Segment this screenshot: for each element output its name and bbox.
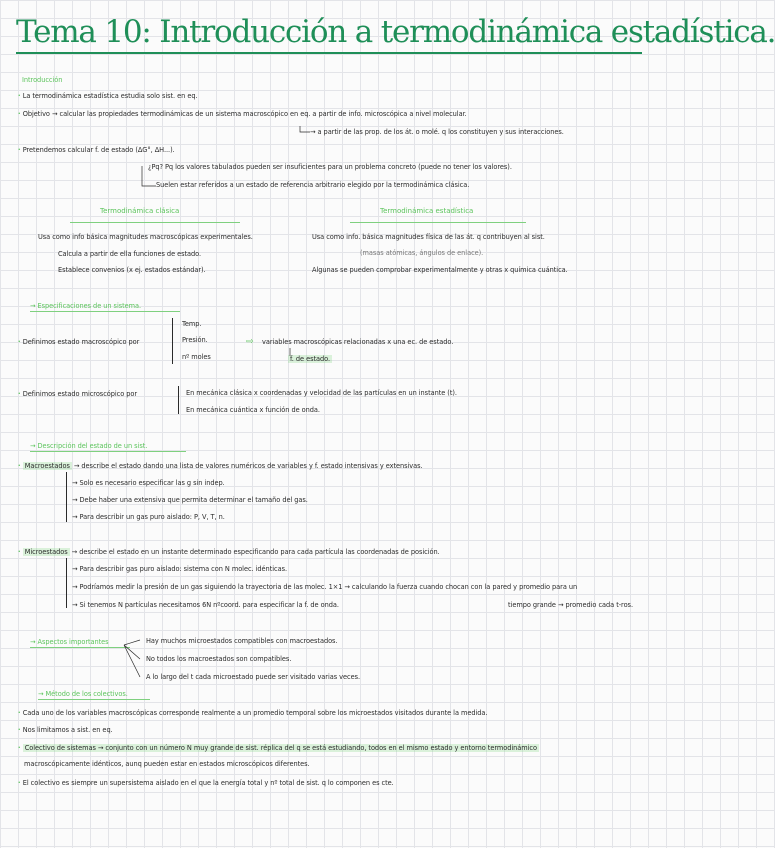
spec-rule bbox=[30, 311, 180, 312]
statistical-item-3: Algunas se pueden comprobar experimentalmente y otras x química cuántica. bbox=[312, 266, 568, 274]
micro-item-quantum: En mecánica cuántica x función de onda. bbox=[186, 406, 320, 414]
branch-arrows-icon bbox=[124, 640, 140, 677]
macrostates-item-3: → Para describir un gas puro aislado: P, V, T, n. bbox=[72, 513, 225, 521]
microstates-item-2: → Podríamos medir la presión de un gas siguiendo la trayectoria de las molec. 1×1 → calculando la fuerza cuando chocan con la pared y promedio para un bbox=[72, 583, 578, 591]
intro-line-2: · Objetivo → calcular las propiedades termodinámicas de un sistema macroscópico en eq. a partir de info. microscópica a nivel molecular. bbox=[18, 110, 467, 118]
method-line-2: · Nos limitamos a sist. en eq. bbox=[18, 726, 113, 734]
method-line-1: · Cada uno de los variables macroscópicas corresponde realmente a un promedio temporal sobre los microestados visitados durante la medida. bbox=[18, 709, 488, 717]
microstates-item-1: → Para describir gas puro aislado: sistema con N molec. idénticas. bbox=[72, 565, 288, 573]
state-function-note: f. de estado. bbox=[290, 355, 331, 363]
method-line-3: · Colectivo de sistemas → conjunto con un número N muy grande de sist. réplica del q se está estudiando, todos en el mismo estado y entorno termodinámico bbox=[18, 744, 537, 752]
intro-line-1: · La termodinámica estadística estudia solo sist. en eq. bbox=[18, 92, 198, 100]
micro-item-classic: En mecánica clásica x coordenadas y velocidad de las partículas en un instante (t). bbox=[186, 389, 457, 397]
method-rule bbox=[38, 699, 150, 700]
classic-item-1: Usa como info básica magnitudes macroscópicas experimentales. bbox=[38, 233, 253, 241]
micro-state-label: · Definimos estado microscópico por bbox=[18, 390, 138, 398]
macro-bracket bbox=[172, 318, 173, 364]
method-line-4: macroscópicamente idénticos, aunq pueden estar en estados microscópicos diferentes. bbox=[24, 760, 310, 768]
statistical-item-2: (masas atómicas, ángulos de enlace). bbox=[360, 249, 484, 257]
aspects-heading: → Aspectos importantes bbox=[30, 638, 109, 646]
classic-rule bbox=[70, 222, 240, 223]
microstates-line: · Microestados → describe el estado en un instante determinado especificando para cada partícula las coordenadas de posición. bbox=[18, 548, 440, 556]
statistical-item-1: Usa como info. básica magnitudes física de las át. q contribuyen al sist. bbox=[312, 233, 545, 241]
classic-item-3: Establece convenios (x ej. estados estándar). bbox=[58, 266, 206, 274]
microstates-item-3: → Si tenemos N partículas necesitamos 6N nºcoord. para especificar la f. de onda. bbox=[72, 601, 339, 609]
macro-item-pressure: Presión. bbox=[182, 336, 208, 344]
macro-result: variables macroscópicas relacionadas x una ec. de estado. bbox=[262, 338, 454, 346]
macro-state-label: · Definimos estado macroscópico por bbox=[18, 338, 140, 346]
page-title: Tema 10: Introducción a termodinámica estadística. bbox=[16, 14, 775, 50]
desc-heading: → Descripción del estado de un sist. bbox=[30, 442, 148, 450]
spec-heading: → Especificaciones de un sistema. bbox=[30, 302, 142, 310]
intro-line-5: ¿Pq? Pq los valores tabulados pueden ser insuficientes para un problema concreto (puede no tener los valores). bbox=[148, 163, 512, 171]
macrostates-item-2: → Debe haber una extensiva que permita determinar el tamaño del gas. bbox=[72, 496, 308, 504]
statistical-heading: Termodinámica estadística bbox=[380, 207, 474, 215]
macrostates-item-1: → Solo es necesario especificar las g sin indep. bbox=[72, 479, 225, 487]
method-line-5: · El colectivo es siempre un supersistema aislado en el que la energía total y nº total de sist. q lo componen es cte. bbox=[18, 779, 394, 787]
desc-rule bbox=[30, 451, 186, 452]
return-arrow-icon bbox=[300, 126, 310, 132]
macro-item-temp: Temp. bbox=[182, 320, 202, 328]
aspects-item-2: No todos los macroestados son compatibles. bbox=[146, 655, 292, 663]
intro-line-6: Suelen estar referidos a un estado de referencia arbitrario elegido por la termodinámica clásica. bbox=[156, 181, 470, 189]
aspects-item-1: Hay muchos microestados compatibles con macroestados. bbox=[146, 637, 338, 645]
intro-line-4: · Pretendemos calcular f. de estado (ΔG°, ΔH...). bbox=[18, 146, 175, 154]
microstates-bracket bbox=[66, 558, 67, 608]
statistical-rule bbox=[350, 222, 526, 223]
classic-item-2: Calcula a partir de ella funciones de estado. bbox=[58, 250, 202, 258]
double-arrow-icon: ⇨ bbox=[246, 337, 254, 347]
micro-bracket bbox=[178, 386, 179, 414]
title-underline bbox=[16, 52, 642, 54]
classic-heading: Termodinámica clásica bbox=[100, 207, 180, 215]
intro-heading: Introducción bbox=[22, 76, 63, 84]
aspects-rule bbox=[30, 647, 130, 648]
microstates-tail: tiempo grande → promedio cada t-ros. bbox=[508, 601, 633, 609]
macrostates-line: · Macroestados → describe el estado dando una lista de valores numéricos de variables y f. estado intensivas y extensivas. bbox=[18, 462, 423, 470]
macro-item-moles: nº moles bbox=[182, 353, 211, 361]
intro-line-3: → a partir de las prop. de los át. o molé. q los constituyen y sus interacciones. bbox=[310, 128, 564, 136]
aspects-item-3: A lo largo del t cada microestado puede ser visitado varias veces. bbox=[146, 673, 361, 681]
macrostates-bracket bbox=[66, 472, 67, 522]
method-heading: → Método de los colectivos. bbox=[38, 690, 128, 698]
